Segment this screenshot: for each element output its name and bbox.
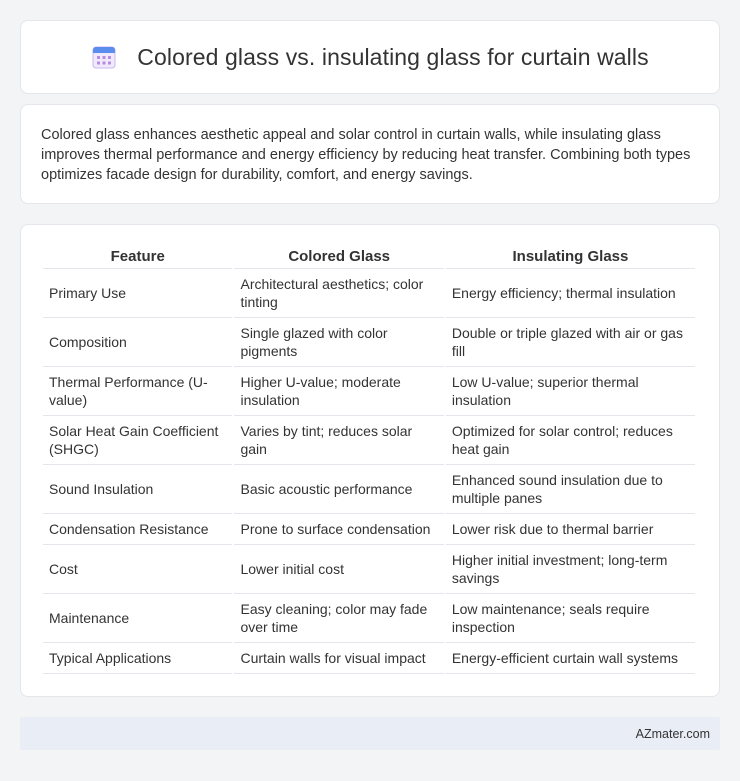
table-row [43,318,695,367]
table-row [43,594,695,643]
table-row [43,269,695,318]
cell-feature: Maintenance [43,594,232,643]
table-row [43,416,695,465]
cell-colored: Varies by tint; reduces solar gain [234,416,443,465]
cell-insulating: Optimized for solar control; reduces heat gain [446,416,695,465]
cell-colored: Single glazed with color pigments [234,318,443,367]
footer-source: AZmater.com [635,726,710,741]
comparison-table-card [20,224,720,697]
cell-colored: Architectural aesthetics; color tinting [234,269,443,318]
table-row [43,367,695,416]
cell-feature: Typical Applications [43,643,232,674]
page-title: Colored glass vs. insulating glass for curtain walls [137,43,649,70]
cell-feature: Composition [43,318,232,367]
cell-feature: Solar Heat Gain Coefficient (SHGC) [43,416,232,465]
cell-colored: Higher U-value; moderate insulation [234,367,443,416]
cell-insulating: Double or triple glazed with air or gas fill [446,318,695,367]
cell-feature: Thermal Performance (U-value) [43,367,232,416]
footer-bar [20,717,720,750]
cell-feature: Primary Use [43,269,232,318]
cell-colored: Curtain walls for visual impact [234,643,443,674]
header-feature: Feature [43,247,232,269]
cell-insulating: Lower risk due to thermal barrier [446,514,695,545]
calendar-icon [91,44,117,70]
header-insulating-glass: Insulating Glass [446,247,695,269]
table-row [43,465,695,514]
cell-insulating: Low U-value; superior thermal insulation [446,367,695,416]
title-row [91,44,648,71]
cell-feature: Cost [43,545,232,594]
cell-insulating: Higher initial investment; long-term savings [446,545,695,594]
cell-feature: Sound Insulation [43,465,232,514]
summary-card [20,104,720,204]
table-row [43,643,695,674]
cell-insulating: Enhanced sound insulation due to multiple panes [446,465,695,514]
cell-colored: Basic acoustic performance [234,465,443,514]
cell-insulating: Energy-efficient curtain wall systems [446,643,695,674]
cell-insulating: Energy efficiency; thermal insulation [446,269,695,318]
table-row [43,514,695,545]
cell-insulating: Low maintenance; seals require inspection [446,594,695,643]
table-row [43,545,695,594]
cell-feature: Condensation Resistance [43,514,232,545]
comparison-table [41,247,697,674]
cell-colored: Prone to surface condensation [234,514,443,545]
summary-text: Colored glass enhances aesthetic appeal and solar control in curtain walls, while insulating glass improves thermal performance and energy efficiency by reducing heat transfer. Combining both types optimizes facade design for durability, comfort, and energy savings. [41,127,691,183]
title-card [20,20,720,94]
header-colored-glass: Colored Glass [234,247,443,269]
cell-colored: Lower initial cost [234,545,443,594]
cell-colored: Easy cleaning; color may fade over time [234,594,443,643]
table-header-row [43,247,695,269]
